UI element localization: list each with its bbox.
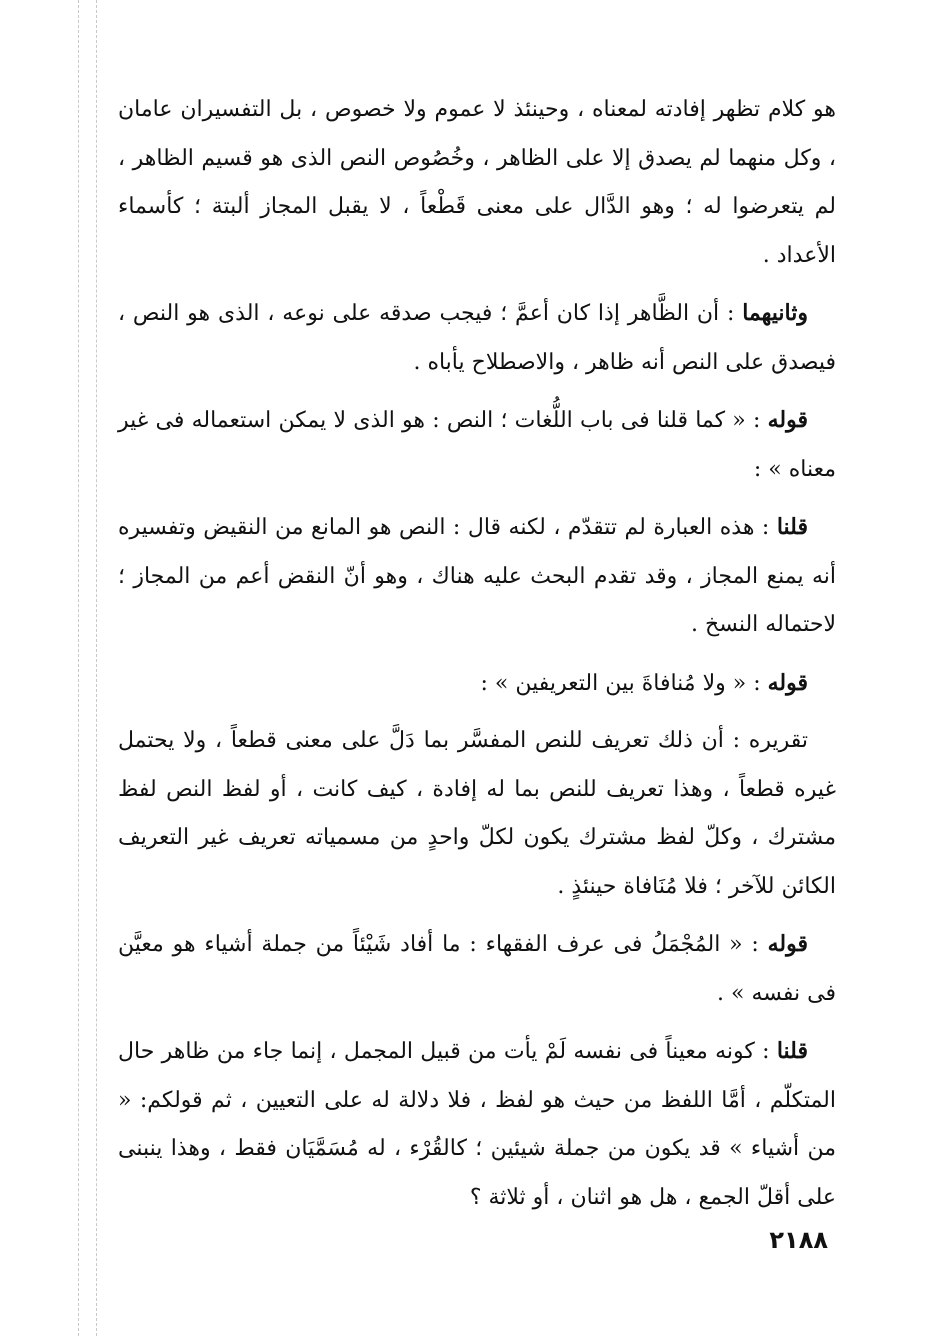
paragraph-4-text: : هذه العبارة لم تتقدّم ، لكنه قال : النص هو المانع من النقيض وتفسيره أنه يمنع المجاز ، وقد تقدم البحث عليه هناك ، وهو أنّ النقض أعم من المجاز ؛ لاحتماله النسخ . xyxy=(118,515,836,637)
paragraph-5 xyxy=(118,659,836,709)
paragraph-7-lead: قوله xyxy=(767,931,808,957)
paragraph-2 xyxy=(118,289,836,387)
paragraph-3 xyxy=(118,396,836,494)
paragraph-6 xyxy=(118,717,836,911)
paragraph-7 xyxy=(118,920,836,1018)
paragraph-6-text: تقريره : أن ذلك تعريف للنص المفسَّر بما دَلَّ على معنى قطعاً ، ولا يحتمل غيره قطعاً ، وهذا تعريف للنص بما له إفادة ، كيف كانت ، أو لفظ النص لفظ مشترك ، وكلّ لفظ مشترك يكون لكلّ واحدٍ من مسمياته تعريف غير التعريف الكائن للآخر ؛ فلا مُنَافاة حينئذٍ . xyxy=(118,728,836,899)
paragraph-3-text: : « كما قلنا فى باب اللُّغات ؛ النص : هو الذى لا يمكن استعماله فى غير معناه » : xyxy=(118,408,836,482)
paragraph-5-lead: قوله xyxy=(767,669,808,696)
paragraph-4-lead: قلنا xyxy=(776,514,808,540)
paragraph-7-text: : « المُجْمَلُ فى عرف الفقهاء : ما أفاد شَيْئاً من جملة أشياء هو معيَّن فى نفسه » . xyxy=(118,932,836,1006)
page-body xyxy=(118,86,836,1231)
paragraph-2-text: : أن الظَّاهر إذا كان أعمَّ ؛ فيجب صدقه على نوعه ، الذى هو النص ، فيصدق على النص أنه ظاهر ، والاصطلاح يأباه . xyxy=(118,301,836,375)
page-number: ٢١٨٨ xyxy=(769,1226,828,1254)
paragraph-2-lead: وثانيهما xyxy=(742,300,808,326)
paragraph-4 xyxy=(118,503,836,650)
paragraph-1 xyxy=(118,86,836,280)
margin-rule-outer xyxy=(78,0,79,1336)
paragraph-8-lead: قلنا xyxy=(776,1038,808,1064)
paragraph-8 xyxy=(118,1027,836,1222)
margin-rule-inner xyxy=(96,0,97,1336)
paragraph-8-text: : كونه معيناً فى نفسه لَمْ يأت من قبيل المجمل ، إنما جاء من ظاهر حال المتكلّم ، أمَّا اللفظ من حيث هو لفظ ، فلا دلالة له على التعيين ، ثم قولكم: « من أشياء » قد يكون من جملة شيئين ؛ كالقُرْء ، له مُسَمَّيَان فقط ، وهذا ينبنى على أقلّ الجمع ، هل هو اثنان ، أو ثلاثة ؟ xyxy=(118,1039,836,1210)
paragraph-3-lead: قوله xyxy=(767,407,808,433)
paragraph-1-text: هو كلام تظهر إفادته لمعناه ، وحينئذ لا عموم ولا خصوص ، بل التفسيران عامان ، وكل منهما لم يصدق إلا على الظاهر ، وخُصُوص النص الذى هو قسيم الظاهر ، لم يتعرضوا له ؛ وهو الدَّال على معنى قَطْعاً ، لا يقبل المجاز ألبتة ؛ كأسماء الأعداد . xyxy=(118,97,836,268)
paragraph-5-text: : « ولا مُنافاةَ بين التعريفين » : xyxy=(480,670,768,696)
